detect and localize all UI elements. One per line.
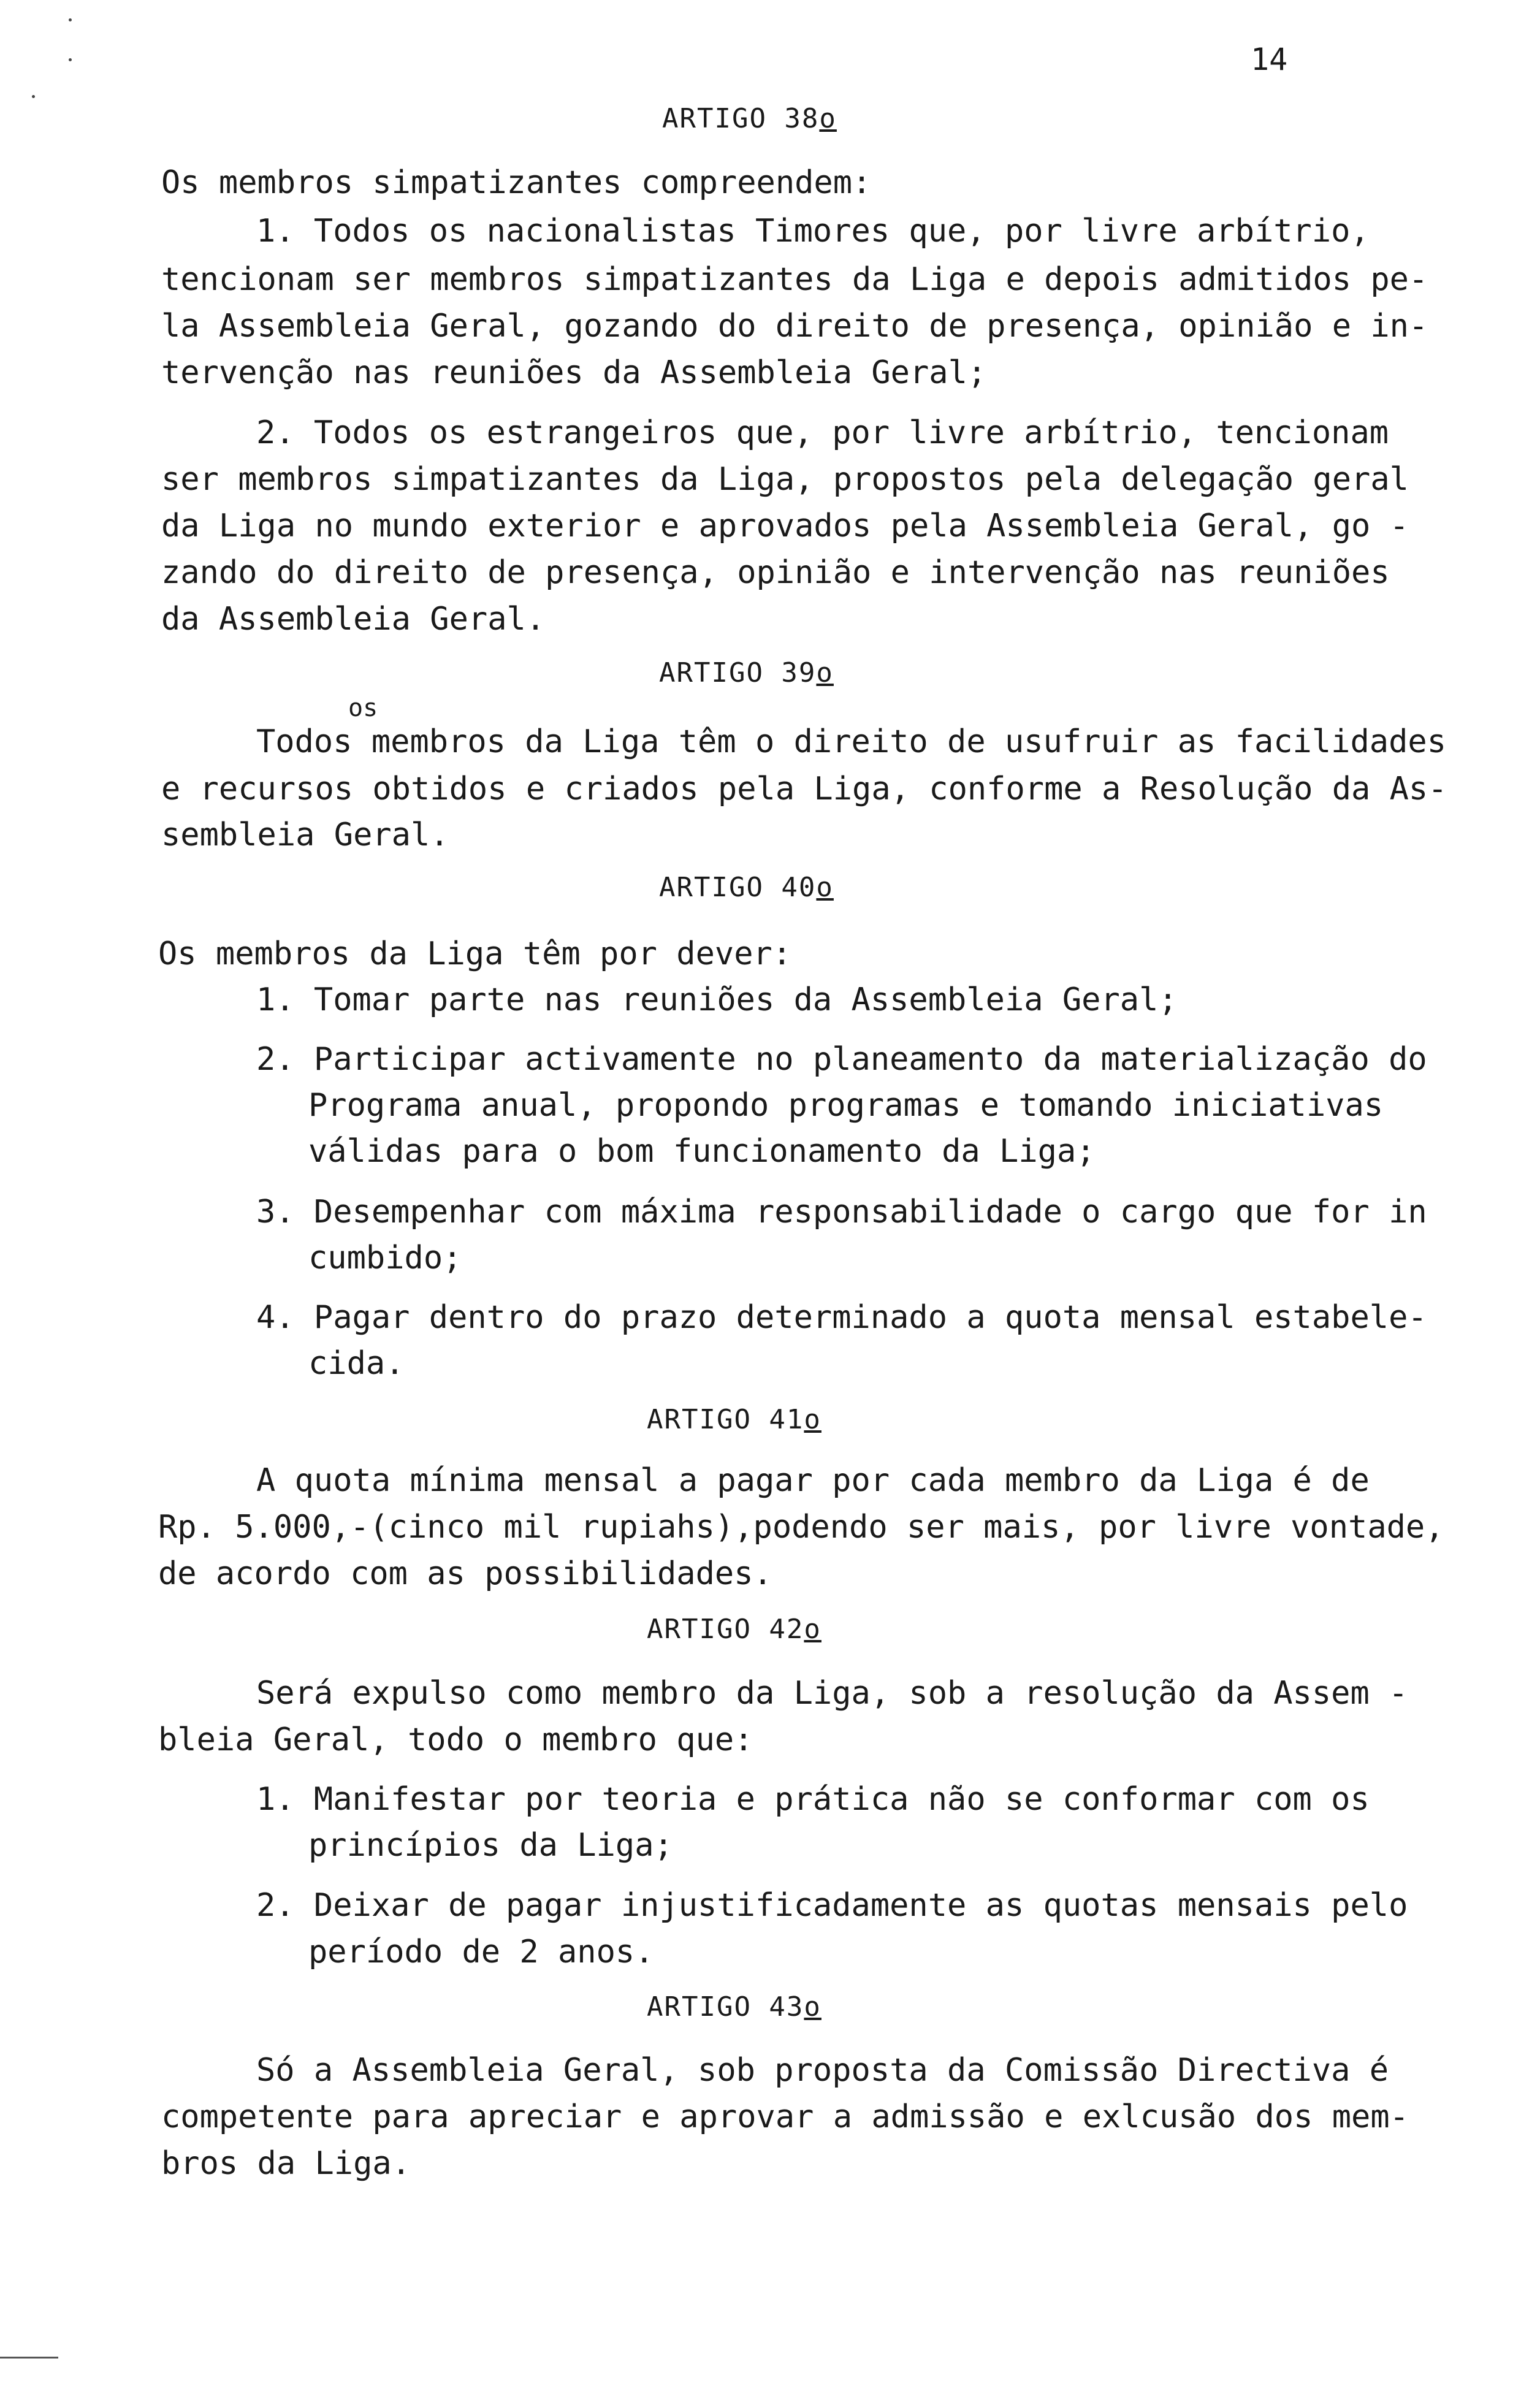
article-38-line: tervenção nas reuniões da Assembleia Geral;: [161, 354, 987, 391]
article-39-heading-text: ARTIGO 39: [659, 657, 817, 688]
article-43-heading-text: ARTIGO 43: [647, 1991, 804, 2023]
article-40-line: 3. Desempenhar com máxima responsabilidade o cargo que for in: [256, 1194, 1427, 1230]
article-42-line: período de 2 anos.: [308, 1934, 654, 1970]
article-39-line: Todos membros da Liga têm o direito de usufruir as facilidades: [256, 723, 1447, 760]
article-42-line: Será expulso como membro da Liga, sob a resolução da Assem -: [256, 1675, 1408, 1712]
article-40-line: cumbido;: [308, 1240, 462, 1276]
article-41-heading: [647, 1404, 821, 1435]
article-43-line: competente para apreciar e aprovar a admissão e exlcusão dos mem-: [161, 2099, 1409, 2135]
article-38-line: da Liga no mundo exterior e aprovados pela Assembleia Geral, go -: [161, 508, 1409, 544]
article-43-line: bros da Liga.: [161, 2145, 411, 2182]
article-38-line: Os membros simpatizantes compreendem:: [161, 164, 872, 201]
article-40-heading-text: ARTIGO 40: [659, 872, 817, 903]
article-41-ordinal: o: [804, 1404, 821, 1435]
article-38-line: 1. Todos os nacionalistas Timores que, por livre arbítrio,: [256, 213, 1370, 250]
article-40-line: Programa anual, propondo programas e tomando iniciativas: [308, 1087, 1384, 1124]
article-39-line: sembleia Geral.: [161, 817, 449, 853]
article-38-line: la Assembleia Geral, gozando do direito de presença, opinião e in-: [161, 308, 1428, 345]
article-38-ordinal: o: [819, 103, 837, 134]
article-42-line: 1. Manifestar por teoria e prática não se conformar com os: [256, 1781, 1370, 1818]
scan-speck: [69, 58, 72, 61]
article-41-line: Rp. 5.000,-(cinco mil rupiahs),podendo ser mais, por livre vontade,: [158, 1509, 1444, 1546]
article-38-heading: [662, 103, 837, 134]
scan-edge-line: [0, 2357, 58, 2359]
page-number: 14: [1251, 42, 1288, 77]
article-38-line: tencionam ser membros simpatizantes da Liga e depois admitidos pe-: [161, 261, 1428, 298]
article-41-line: de acordo com as possibilidades.: [158, 1555, 772, 1592]
article-43-ordinal: o: [804, 1991, 821, 2023]
article-40-ordinal: o: [816, 872, 834, 903]
article-39-line: e recursos obtidos e criados pela Liga, conforme a Resolução da As-: [161, 771, 1447, 807]
article-41-heading-text: ARTIGO 41: [647, 1404, 804, 1435]
article-42-ordinal: o: [804, 1614, 821, 1645]
article-38-line: zando do direito de presença, opinião e intervenção nas reuniões: [161, 554, 1390, 591]
article-40-line: válidas para o bom funcionamento da Liga;: [308, 1133, 1096, 1170]
article-38-line: ser membros simpatizantes da Liga, propostos pela delegação geral: [161, 461, 1409, 498]
article-42-heading: [647, 1614, 821, 1645]
article-40-line: Os membros da Liga têm por dever:: [158, 936, 792, 972]
scan-speck: [69, 18, 72, 21]
article-42-line: princípios da Liga;: [308, 1827, 673, 1864]
article-38-heading-text: ARTIGO 38: [662, 103, 820, 134]
article-40-line: 1. Tomar parte nas reuniões da Assembleia Geral;: [256, 982, 1178, 1018]
scan-speck: [32, 95, 35, 98]
article-40-line: 4. Pagar dentro do prazo determinado a quota mensal estabele-: [256, 1299, 1427, 1336]
article-39-ordinal: o: [816, 657, 834, 688]
article-40-line: cida.: [308, 1345, 405, 1382]
article-41-line: A quota mínima mensal a pagar por cada membro da Liga é de: [256, 1462, 1370, 1499]
article-42-line: 2. Deixar de pagar injustificadamente as quotas mensais pelo: [256, 1887, 1408, 1924]
handwritten-insertion: os: [348, 694, 378, 722]
article-40-line: 2. Participar activamente no planeamento da materialização do: [256, 1041, 1427, 1078]
article-40-heading: [659, 872, 834, 903]
article-42-heading-text: ARTIGO 42: [647, 1614, 804, 1645]
article-38-line: 2. Todos os estrangeiros que, por livre arbítrio, tencionam: [256, 414, 1389, 451]
article-39-heading: [659, 657, 834, 688]
article-43-heading: [647, 1991, 821, 2023]
article-43-line: Só a Assembleia Geral, sob proposta da Comissão Directiva é: [256, 2052, 1389, 2089]
article-42-line: bleia Geral, todo o membro que:: [158, 1722, 753, 1758]
article-38-line: da Assembleia Geral.: [161, 601, 546, 638]
